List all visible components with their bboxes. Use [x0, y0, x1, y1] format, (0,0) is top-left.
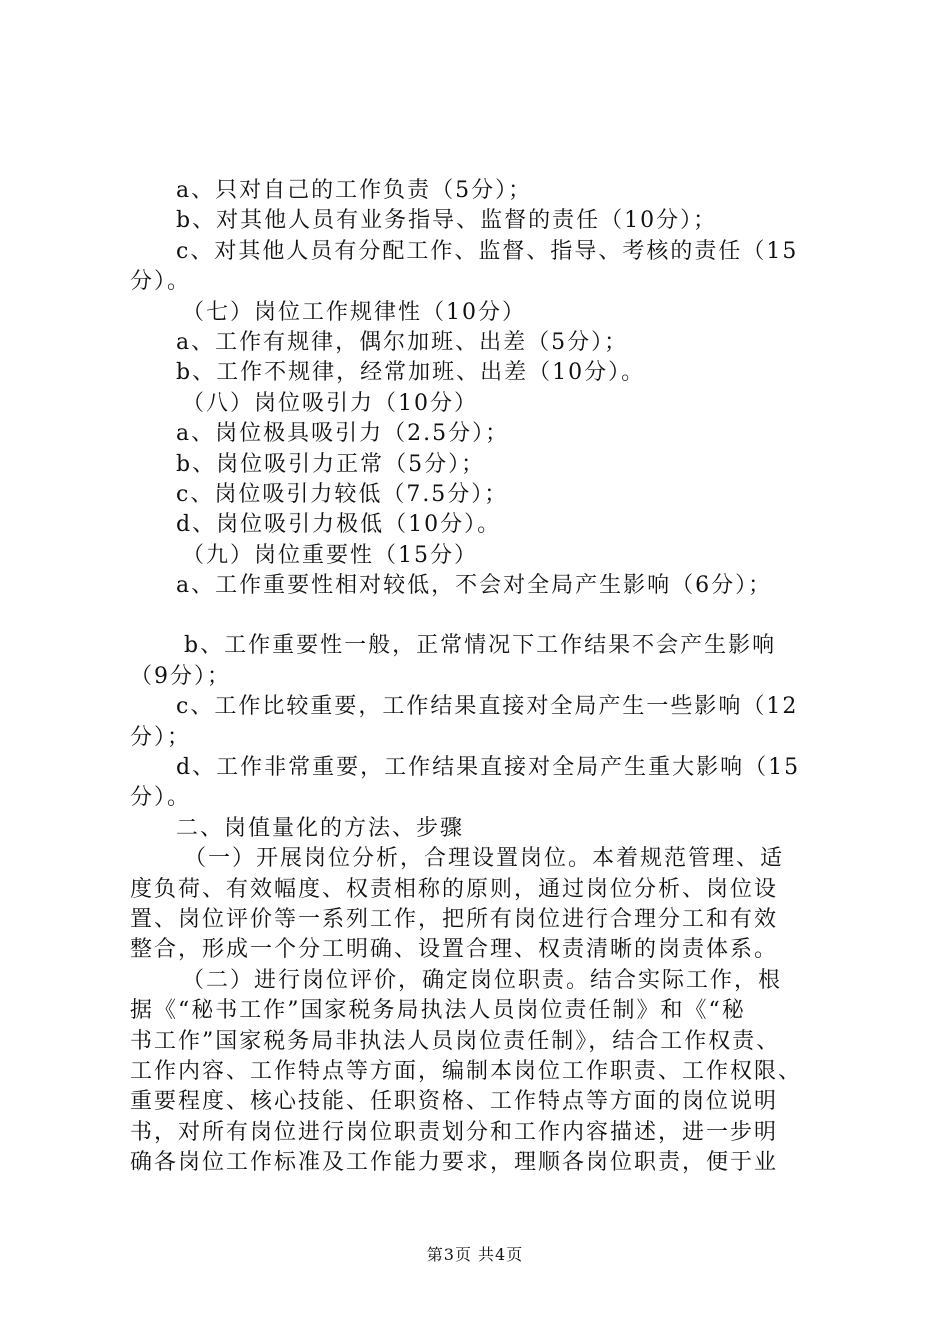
- text-line: b、对其他人员有业务指导、监督的责任（10分）；: [176, 208, 718, 234]
- text-line: c、工作比较重要，工作结果直接对全局产生一些影响（12: [176, 694, 799, 720]
- text-line: b、岗位吸引力正常（5分）；: [176, 451, 486, 477]
- text-line: d、工作非常重要，工作结果直接对全局产生重大影响（15: [176, 755, 801, 781]
- text-line: a、工作重要性相对较低，不会对全局产生影响（6分）；: [176, 573, 773, 599]
- text-line: 分）。: [130, 269, 192, 295]
- text-line: c、对其他人员有分配工作、监督、指导、考核的责任（15: [176, 238, 799, 264]
- text-line: a、只对自己的工作负责（5分）；: [176, 178, 533, 203]
- text-line: 重要程度、核心技能、任职资格、工作特点等方面的岗位说明: [130, 1089, 779, 1115]
- text-line: （一）开展岗位分析，合理设置岗位。本着规范管理、适: [184, 846, 785, 872]
- section-heading: （八）岗位吸引力（10分）: [182, 390, 478, 416]
- text-line: b、工作重要性一般，正常情况下工作结果不会产生影响: [184, 633, 777, 659]
- text-line: b、工作不规律，经常加班、出差（10分）。: [176, 360, 646, 386]
- text-line: （9分）；: [130, 663, 231, 689]
- section-heading: （七）岗位工作规律性（10分）: [182, 299, 526, 325]
- text-line: c、岗位吸引力较低（7.5分）；: [176, 481, 509, 507]
- text-line: 书，对所有岗位进行岗位职责划分和工作内容描述，进一步明: [130, 1119, 779, 1145]
- text-line: 书工作”国家税务局非执法人员岗位责任制》，结合工作权责、: [130, 1028, 781, 1054]
- text-line: d、岗位吸引力极低（10分）。: [176, 512, 502, 538]
- section-heading: （九）岗位重要性（15分）: [182, 542, 478, 568]
- section-heading: 二、岗值量化的方法、步骤: [176, 815, 465, 841]
- text-line: 置、岗位评价等一系列工作，把所有岗位进行合理分工和有效: [130, 906, 779, 932]
- text-line: 确各岗位工作标准及工作能力要求，理顺各岗位职责，便于业: [130, 1150, 779, 1176]
- page-number-footer: 第3页 共4页: [426, 1245, 524, 1264]
- blank-line: [130, 601, 830, 631]
- text-line: a、岗位极具吸引力（2.5分）；: [176, 421, 510, 447]
- text-line: a、工作有规律，偶尔加班、出差（5分）；: [176, 329, 629, 355]
- document-body: [130, 176, 830, 1179]
- text-line: 整合，形成一个分工明确、设置合理、权责清晰的岗责体系。: [130, 937, 779, 963]
- text-line: 度负荷、有效幅度、权责相称的原则，通过岗位分析、岗位设: [130, 876, 779, 902]
- text-line: 工作内容、工作特点等方面，编制本岗位工作职责、工作权限、: [130, 1058, 803, 1084]
- text-line: （二）进行岗位评价，确定岗位职责。结合实际工作，根: [182, 967, 783, 993]
- text-line: 分）；: [130, 724, 192, 750]
- text-line: 分）。: [130, 785, 192, 811]
- text-line: 据《“秘书工作”国家税务局执法人员岗位责任制》和《“秘: [130, 998, 746, 1024]
